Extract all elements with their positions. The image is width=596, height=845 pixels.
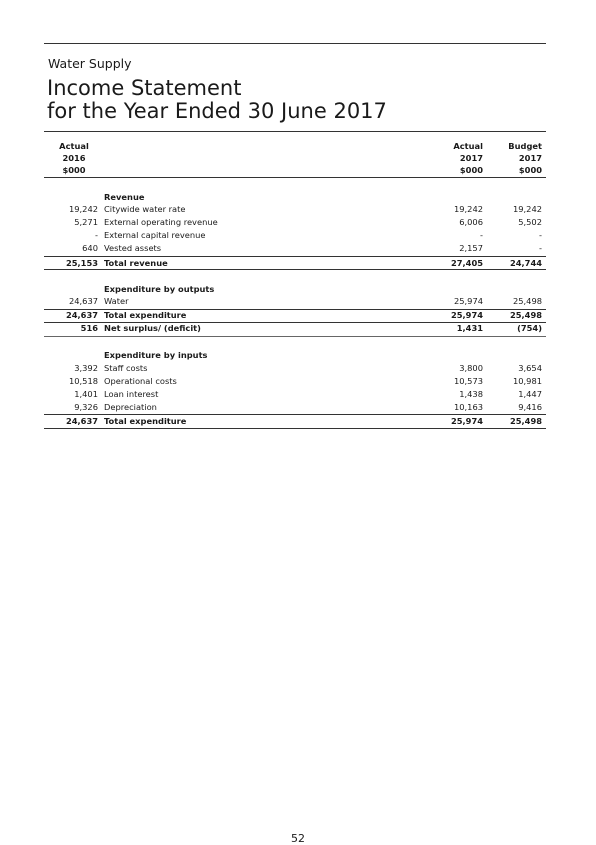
cell-label: External capital revenue bbox=[104, 230, 206, 240]
cell-actual: 6,006 bbox=[459, 217, 483, 227]
section-heading-revenue: Revenue bbox=[104, 192, 145, 202]
cell-prior: 640 bbox=[82, 243, 98, 253]
cell-actual: 27,405 bbox=[450, 258, 483, 268]
cell-prior: 24,637 bbox=[65, 416, 98, 426]
cell-label: Citywide water rate bbox=[104, 204, 186, 214]
page-title-period: for the Year Ended 30 June 2017 bbox=[47, 99, 387, 123]
cell-label: Vested assets bbox=[104, 243, 162, 253]
surplus-rule bbox=[44, 336, 546, 337]
column-header-line: 2017 bbox=[459, 153, 483, 163]
total-rule bbox=[44, 428, 546, 429]
cell-prior: 1,401 bbox=[74, 389, 98, 399]
cell-prior: 3,392 bbox=[74, 363, 98, 373]
column-header-line: 2017 bbox=[518, 153, 542, 163]
column-header-line: $000 bbox=[62, 165, 86, 175]
column-header-line: Actual bbox=[453, 141, 483, 151]
page-title: Income Statement bbox=[47, 76, 242, 100]
column-header-actual-2017 bbox=[430, 140, 483, 176]
cell-budget: (754) bbox=[517, 323, 542, 333]
cell-label: Depreciation bbox=[104, 402, 157, 412]
cell-label: External operating revenue bbox=[104, 217, 218, 227]
cell-label: Operational costs bbox=[104, 376, 177, 386]
table-row bbox=[44, 295, 546, 308]
cell-actual: 25,974 bbox=[450, 310, 483, 320]
cell-actual: 19,242 bbox=[453, 204, 483, 214]
cell-budget: - bbox=[539, 230, 542, 240]
section-heading-outputs: Expenditure by outputs bbox=[104, 284, 215, 294]
cell-actual: 1,431 bbox=[456, 323, 483, 333]
cell-prior: 24,637 bbox=[65, 310, 98, 320]
cell-actual: 3,800 bbox=[459, 363, 483, 373]
column-header-actual-2016 bbox=[46, 140, 102, 176]
cell-budget: 9,416 bbox=[518, 402, 542, 412]
table-row bbox=[44, 242, 546, 255]
cell-budget: 3,654 bbox=[518, 363, 542, 373]
table-row bbox=[44, 388, 546, 401]
cell-label: Total revenue bbox=[104, 258, 168, 268]
cell-budget: 25,498 bbox=[512, 296, 542, 306]
cell-prior: 19,242 bbox=[68, 204, 98, 214]
title-rule bbox=[44, 131, 546, 132]
table-row bbox=[44, 401, 546, 414]
total-row bbox=[44, 415, 546, 428]
column-header-line: $000 bbox=[459, 165, 483, 175]
cell-budget: 1,447 bbox=[518, 389, 542, 399]
cell-actual: 25,974 bbox=[453, 296, 483, 306]
column-header-line: Actual bbox=[59, 141, 89, 151]
column-header-line: $000 bbox=[518, 165, 542, 175]
cell-budget: 19,242 bbox=[512, 204, 542, 214]
cell-label: Loan interest bbox=[104, 389, 159, 399]
table-row bbox=[44, 362, 546, 375]
cell-label: Total expenditure bbox=[104, 416, 187, 426]
cell-actual: 25,974 bbox=[450, 416, 483, 426]
top-rule bbox=[44, 43, 546, 44]
total-row bbox=[44, 309, 546, 322]
column-header-budget-2017 bbox=[490, 140, 542, 176]
cell-actual: 2,157 bbox=[459, 243, 483, 253]
total-rule bbox=[44, 269, 546, 270]
surplus-row bbox=[44, 322, 546, 335]
column-header-line: Budget bbox=[508, 141, 542, 151]
cell-label: Total expenditure bbox=[104, 310, 187, 320]
cell-prior: 10,518 bbox=[68, 376, 98, 386]
cell-prior: 9,326 bbox=[74, 402, 98, 412]
cell-label: Water bbox=[104, 296, 129, 306]
cell-prior: - bbox=[95, 230, 98, 240]
cell-budget: 25,498 bbox=[509, 416, 542, 426]
table-row bbox=[44, 216, 546, 229]
cell-prior: 24,637 bbox=[68, 296, 98, 306]
table-row bbox=[44, 375, 546, 388]
page-number: 52 bbox=[291, 832, 305, 845]
cell-actual: 10,163 bbox=[453, 402, 483, 412]
cell-prior: 25,153 bbox=[65, 258, 98, 268]
cell-budget: 5,502 bbox=[518, 217, 542, 227]
table-row bbox=[44, 229, 546, 242]
section-heading-inputs: Expenditure by inputs bbox=[104, 350, 208, 360]
column-header-line: 2016 bbox=[62, 153, 86, 163]
cell-budget: 10,981 bbox=[512, 376, 542, 386]
table-row bbox=[44, 203, 546, 216]
cell-budget: 25,498 bbox=[509, 310, 542, 320]
cell-prior: 516 bbox=[80, 323, 98, 333]
cell-budget: - bbox=[539, 243, 542, 253]
section-subtitle: Water Supply bbox=[48, 56, 132, 71]
cell-actual: 1,438 bbox=[459, 389, 483, 399]
cell-prior: 5,271 bbox=[74, 217, 98, 227]
cell-label: Net surplus/ (deficit) bbox=[104, 323, 201, 333]
header-rule bbox=[44, 177, 546, 178]
cell-actual: - bbox=[480, 230, 483, 240]
cell-label: Staff costs bbox=[104, 363, 148, 373]
cell-budget: 24,744 bbox=[509, 258, 542, 268]
cell-actual: 10,573 bbox=[453, 376, 483, 386]
